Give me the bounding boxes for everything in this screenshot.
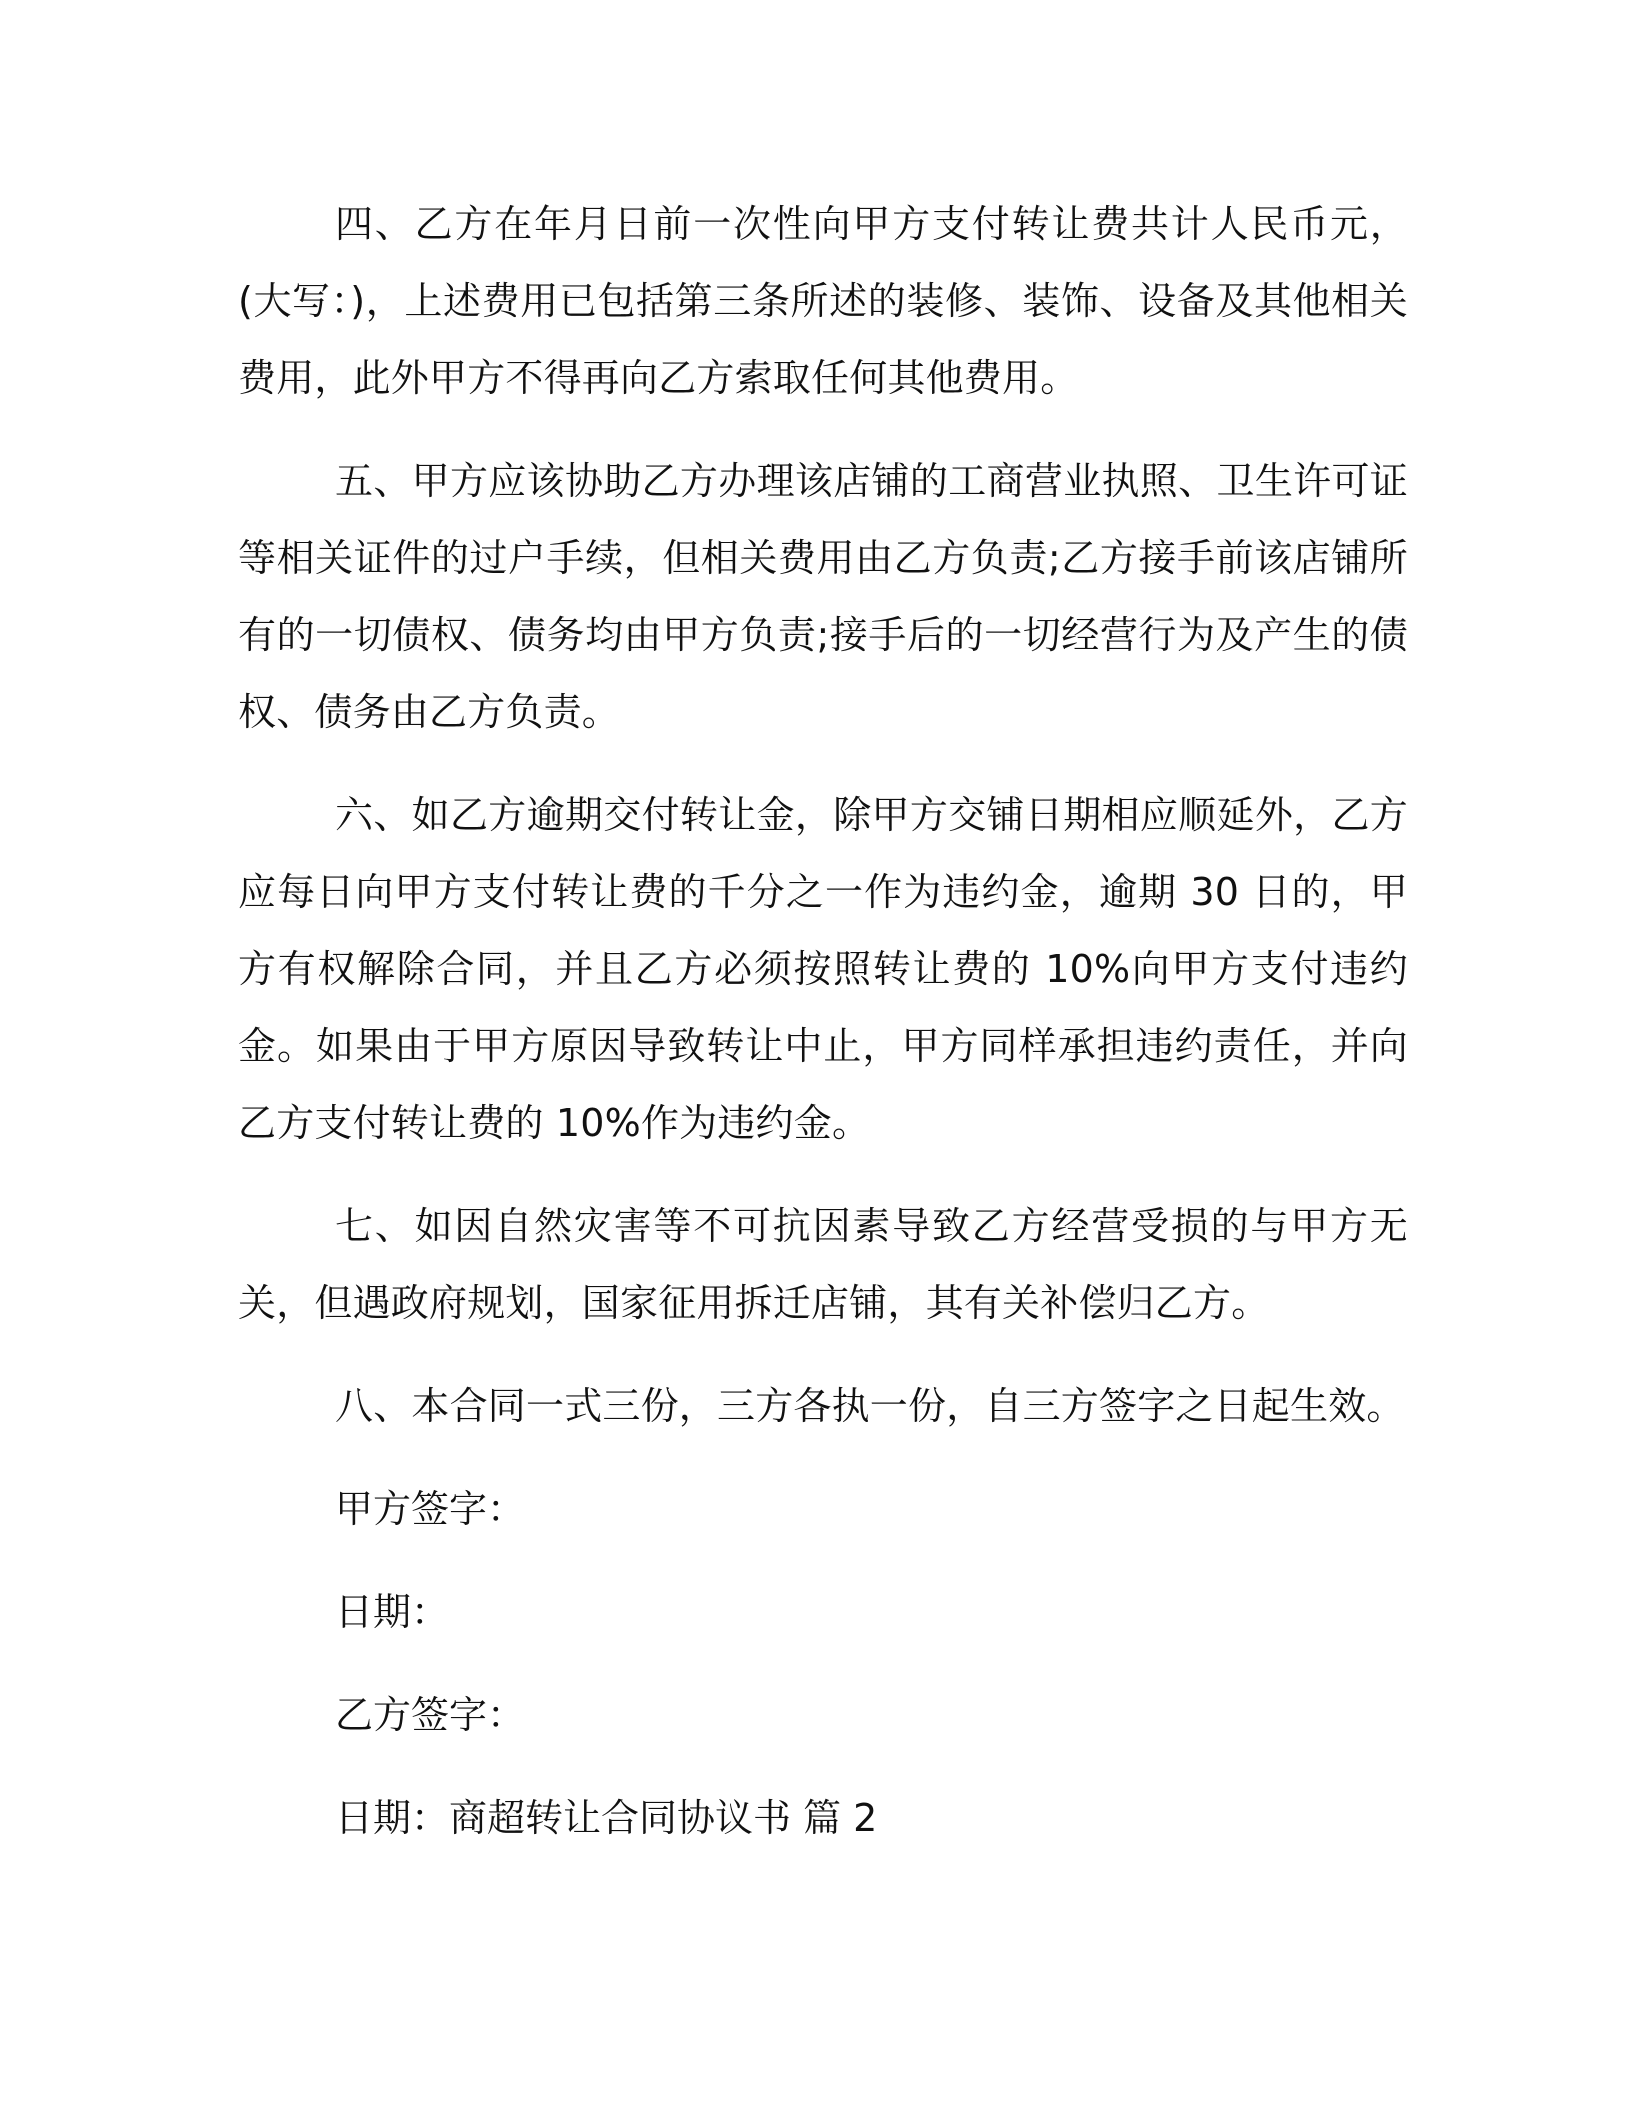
clause-7: 七、如因自然灾害等不可抗因素导致乙方经营受损的与甲方无关，但遇政府规划，国家征用拆迁店铺，其有关补偿归乙方。 — [238, 1204, 1408, 1325]
party-b-signature-label: 乙方签字： — [335, 1693, 526, 1737]
clause-5: 五、甲方应该协助乙方办理该店铺的工商营业执照、卫生许可证等相关证件的过户手续，但相关费用由乙方负责;乙方接手前该店铺所有的一切债权、债务均由甲方负责;接手后的一切经营行为及产生的债权、债务由乙方负责。 — [238, 459, 1408, 734]
clause-8: 八、本合同一式三份，三方各执一份，自三方签字之日起生效。 — [335, 1384, 1405, 1428]
document-body — [238, 186, 1408, 1857]
clause-4: 四、乙方在年月日前一次性向甲方支付转让费共计人民币元，(大写：)，上述费用已包括第三条所述的装修、装饰、设备及其他相关费用，此外甲方不得再向乙方索取任何其他费用。 — [238, 202, 1408, 400]
party-b-date-and-next-section-title: 日期：商超转让合同协议书 篇 2 — [335, 1796, 878, 1840]
party-a-signature-label: 甲方签字： — [335, 1487, 526, 1531]
party-a-date-label: 日期： — [335, 1590, 450, 1634]
clause-6: 六、如乙方逾期交付转让金，除甲方交铺日期相应顺延外，乙方应每日向甲方支付转让费的千分之一作为违约金，逾期 30 日的，甲方有权解除合同，并且乙方必须按照转让费的 10%向甲方支付违约金。如果由于甲方原因导致转让中止，甲方同样承担违约责任，并向乙方支付转让费的 10%作为违约金。 — [238, 793, 1408, 1145]
